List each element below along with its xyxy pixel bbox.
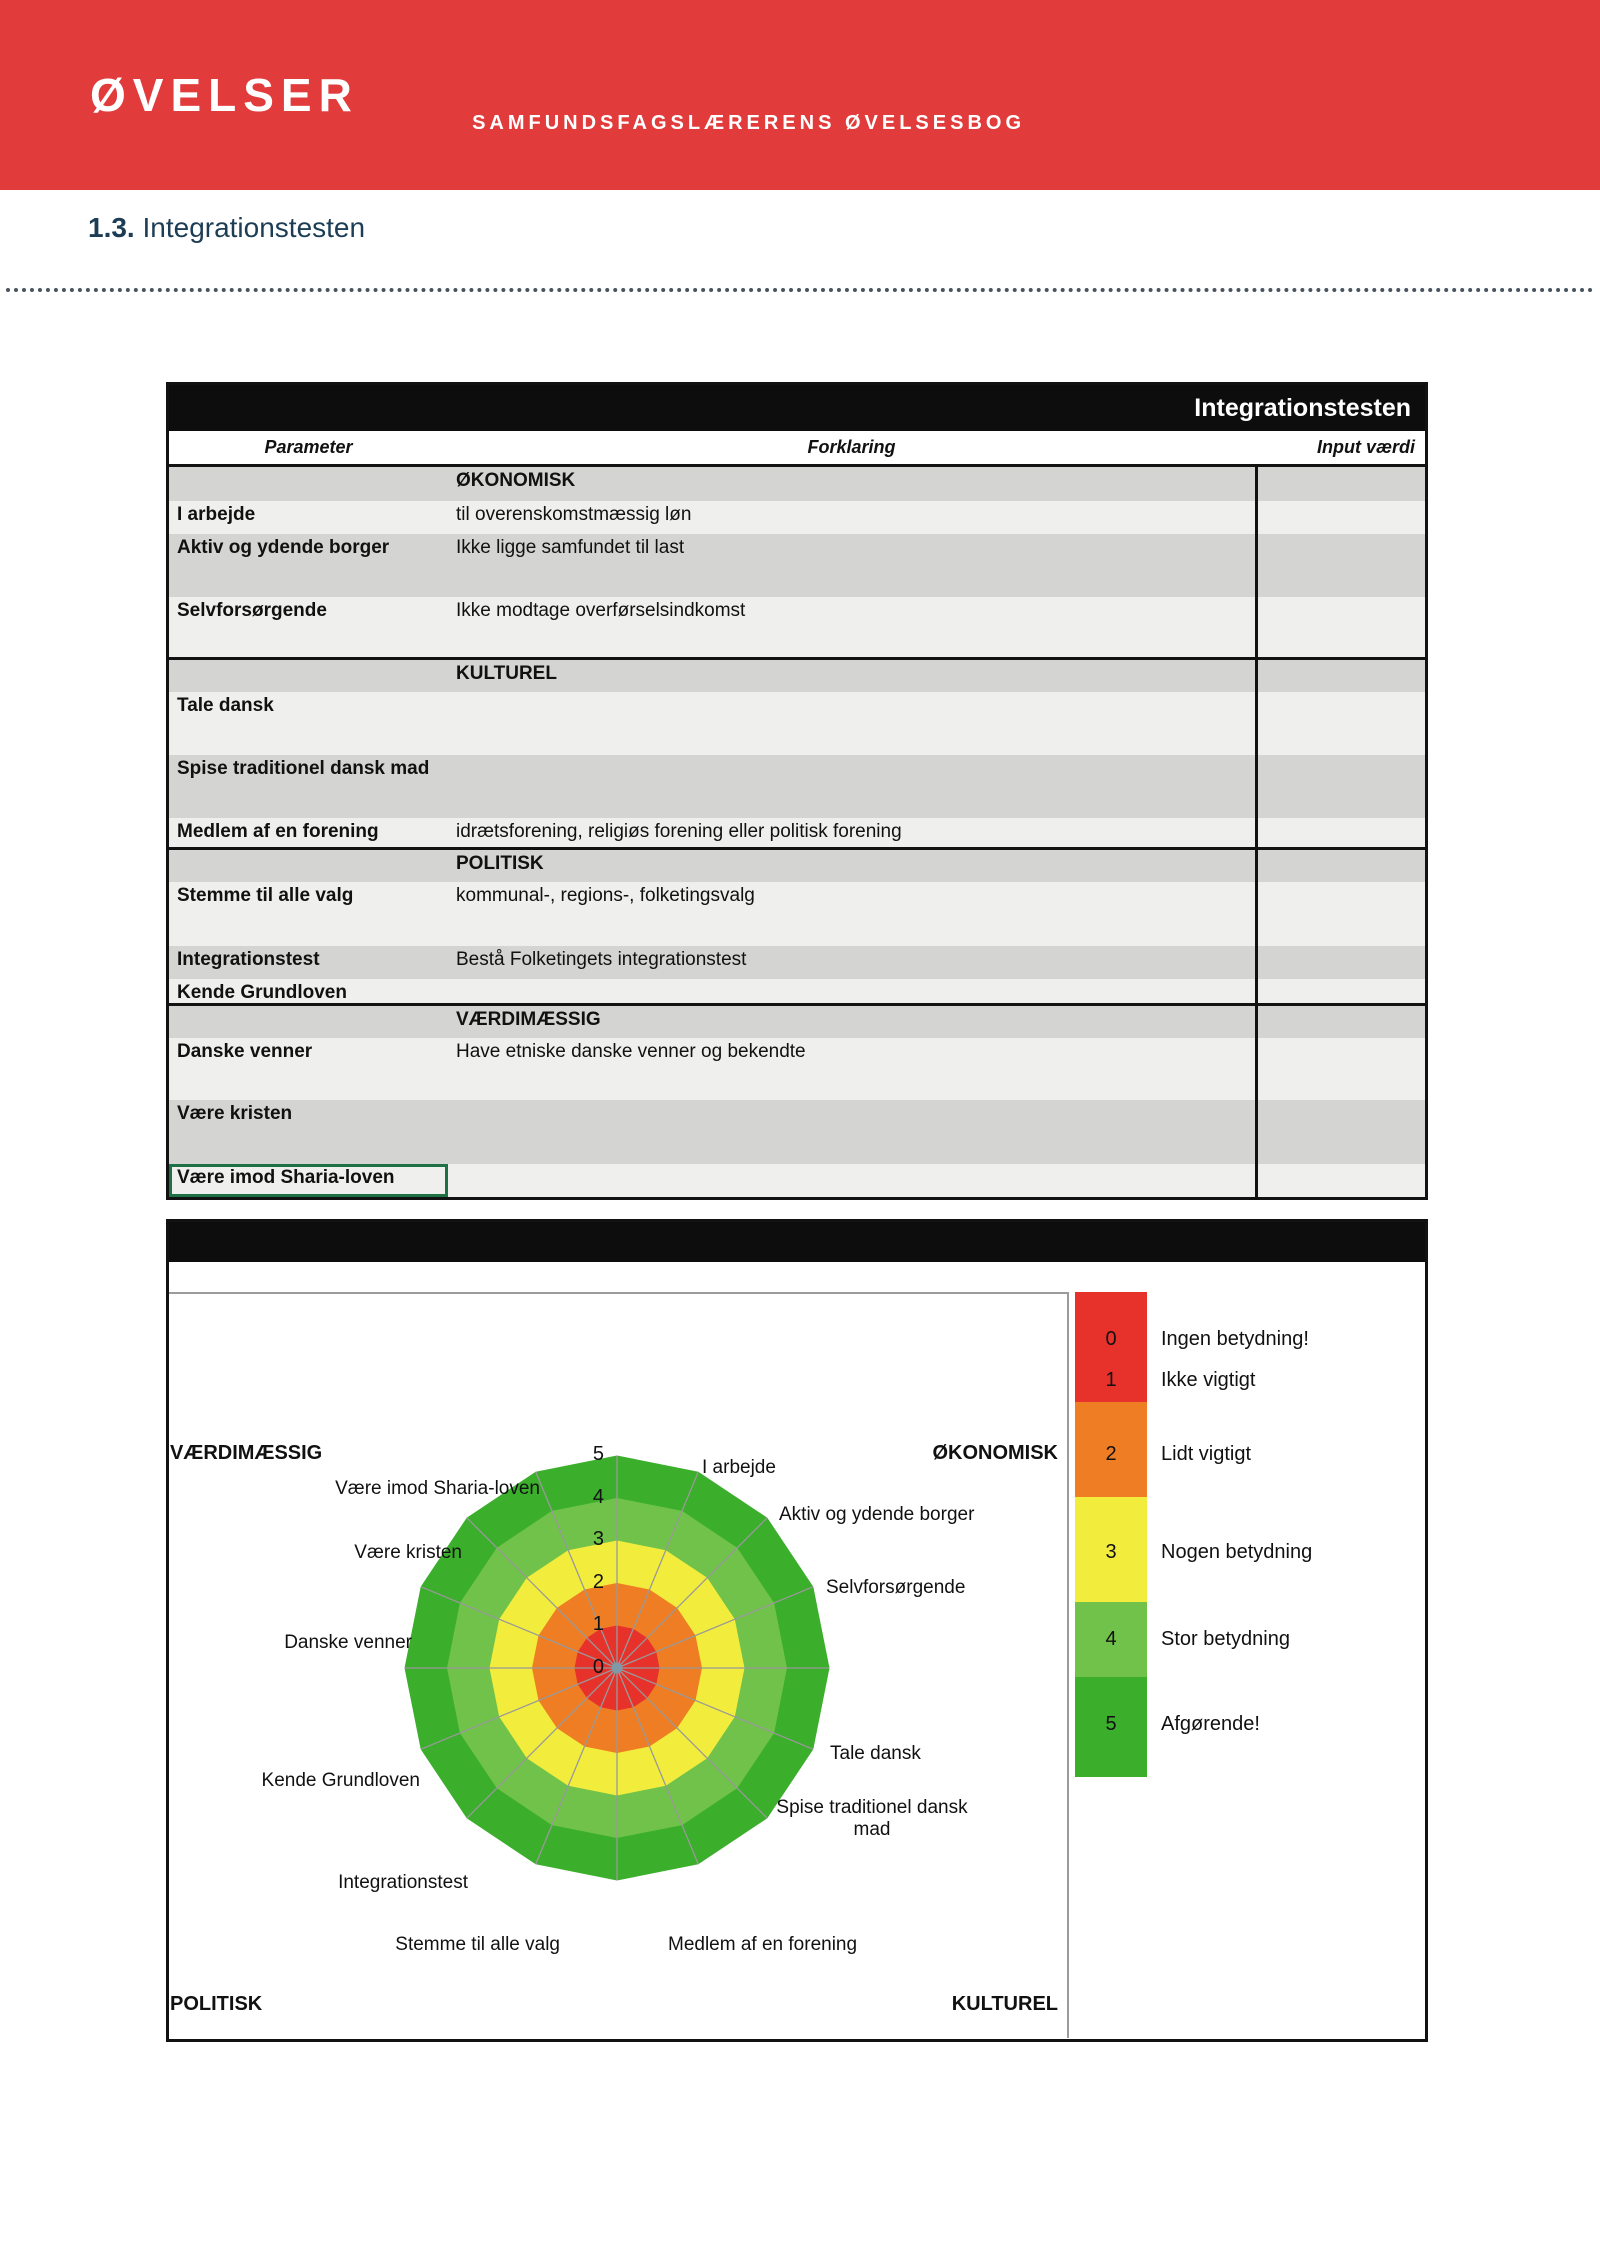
spoke-label: Være imod Sharia-loven xyxy=(335,1478,540,1499)
group-label: VÆRDIMÆSSIG xyxy=(456,1009,601,1030)
exercises-title: ØVELSER xyxy=(90,69,359,121)
legend-value: 2 xyxy=(1105,1443,1117,1465)
table-row xyxy=(169,1164,1425,1197)
integration-table xyxy=(166,382,1428,1200)
spoke-label: Tale dansk xyxy=(830,1743,921,1764)
table-row xyxy=(169,534,1425,597)
explanation-cell: Have etniske danske venner og bekendte xyxy=(456,1041,806,1062)
col-header-parameter: Parameter xyxy=(264,437,353,457)
axis-tick: 3 xyxy=(592,1528,604,1550)
spoke-label: Selvforsørgende xyxy=(826,1577,966,1598)
explanation-cell xyxy=(448,692,1255,755)
table-row xyxy=(169,1100,1425,1164)
book-title: SAMFUNDSFAGSLÆRERENS ØVELSESBOG xyxy=(472,112,1025,134)
table-row xyxy=(169,1038,1425,1100)
spoke-label: Stemme til alle valg xyxy=(395,1934,560,1955)
radar-center-dot xyxy=(612,1663,623,1674)
plot-area-right-border xyxy=(1067,1292,1069,2038)
quadrant-label-kulturel: KULTUREL xyxy=(951,1993,1058,2015)
explanation-cell: Ikke modtage overførselsindkomst xyxy=(456,600,746,621)
spoke-label: Danske venner xyxy=(284,1632,412,1653)
quadrant-label-politisk: POLITISK xyxy=(170,1993,263,2015)
input-cell[interactable] xyxy=(1255,755,1425,818)
quadrant-label-okonomisk: ØKONOMISK xyxy=(932,1442,1058,1464)
explanation-cell: kommunal-, regions-, folketingsvalg xyxy=(456,885,755,906)
radar-chart xyxy=(166,1293,1067,2042)
col-header-explanation: Forklaring xyxy=(807,437,896,457)
table-title: Integrationstesten xyxy=(1194,393,1411,422)
axis-tick: 0 xyxy=(592,1656,604,1678)
explanation-cell: Ikke ligge samfundet til last xyxy=(456,537,685,558)
table-header-row xyxy=(169,431,1425,467)
section-name: Integrationstesten xyxy=(142,212,366,243)
input-cell[interactable] xyxy=(1255,1164,1425,1197)
input-cell[interactable] xyxy=(1255,501,1425,534)
input-cell[interactable] xyxy=(1255,467,1425,501)
explanation-cell: idrætsforening, religiøs forening eller politisk forening xyxy=(456,821,902,842)
input-cell[interactable] xyxy=(1255,660,1425,692)
input-cell[interactable] xyxy=(1255,1006,1425,1038)
explanation-cell xyxy=(448,755,1255,818)
parameter-cell: Stemme til alle valg xyxy=(177,885,354,906)
dotted-divider xyxy=(6,288,1594,292)
spoke-label: Spise traditionel dansk mad xyxy=(776,1797,968,1840)
input-cell[interactable] xyxy=(1255,946,1425,979)
input-cell[interactable] xyxy=(1255,692,1425,755)
legend-label: Stor betydning xyxy=(1161,1628,1290,1650)
section-title xyxy=(88,212,365,244)
axis-tick: 2 xyxy=(592,1571,604,1593)
selected-parameter-cell[interactable]: Være imod Sharia-loven xyxy=(169,1164,448,1197)
table-row xyxy=(169,501,1425,534)
input-cell[interactable] xyxy=(1255,1038,1425,1100)
spoke-label: Kende Grundloven xyxy=(261,1770,420,1791)
group-label: KULTUREL xyxy=(456,663,557,684)
explanation-cell: Bestå Folketingets integrationstest xyxy=(456,949,747,970)
explanation-cell: til overenskomstmæssig løn xyxy=(456,504,692,525)
input-cell[interactable] xyxy=(1255,1100,1425,1164)
parameter-cell: Spise traditionel dansk mad xyxy=(177,758,430,779)
input-cell[interactable] xyxy=(1255,850,1425,882)
parameter-cell: Tale dansk xyxy=(177,695,274,716)
table-row xyxy=(169,755,1425,818)
input-cell[interactable] xyxy=(1255,597,1425,657)
table-title-bar xyxy=(169,385,1425,431)
explanation-cell xyxy=(448,1164,1255,1197)
input-cell[interactable] xyxy=(1255,818,1425,847)
legend-label: Afgørende! xyxy=(1161,1713,1260,1735)
table-row xyxy=(169,692,1425,755)
legend-label: Ingen betydning! xyxy=(1161,1328,1309,1350)
legend-label: Nogen betydning xyxy=(1161,1541,1313,1563)
parameter-cell: Være kristen xyxy=(177,1103,293,1124)
table-row xyxy=(169,946,1425,979)
parameter-cell: Danske venner xyxy=(177,1041,313,1062)
spoke-label: Medlem af en forening xyxy=(668,1934,858,1955)
parameter-cell: Aktiv og ydende borger xyxy=(177,537,390,558)
col-header-input: Input værdi xyxy=(1317,437,1415,457)
group-label: POLITISK xyxy=(456,853,544,874)
group-label: ØKONOMISK xyxy=(456,470,576,491)
legend-value: 5 xyxy=(1105,1713,1117,1735)
spoke-label: Være kristen xyxy=(354,1542,462,1563)
parameter-cell: Selvforsørgende xyxy=(177,600,327,621)
legend-value: 0 xyxy=(1105,1328,1117,1350)
table-row-group xyxy=(169,850,1425,882)
legend-value: 4 xyxy=(1105,1628,1117,1650)
table-row xyxy=(169,818,1425,850)
parameter-cell: Integrationstest xyxy=(177,949,320,970)
axis-tick: 4 xyxy=(592,1486,604,1508)
table-row-group xyxy=(169,660,1425,692)
spoke-label: Integrationstest xyxy=(338,1872,468,1893)
table-row xyxy=(169,882,1425,946)
input-cell[interactable] xyxy=(1255,882,1425,946)
table-row xyxy=(169,979,1425,1006)
legend-label: Ikke vigtigt xyxy=(1161,1369,1256,1391)
explanation-cell xyxy=(448,979,1255,1003)
axis-tick: 1 xyxy=(592,1613,604,1635)
input-cell[interactable] xyxy=(1255,534,1425,597)
legend-value: 3 xyxy=(1105,1541,1117,1563)
parameter-cell: Medlem af en forening xyxy=(177,821,379,842)
explanation-cell xyxy=(448,1100,1255,1164)
input-cell[interactable] xyxy=(1255,979,1425,1003)
header-banner xyxy=(0,0,1600,190)
table-row-group xyxy=(169,1006,1425,1038)
legend-label: Lidt vigtigt xyxy=(1161,1443,1252,1465)
legend-value: 1 xyxy=(1105,1369,1117,1391)
spoke-label: I arbejde xyxy=(702,1457,776,1478)
quadrant-label-vaerdimaessig: VÆRDIMÆSSIG xyxy=(170,1442,323,1464)
spoke-label: Aktiv og ydende borger xyxy=(779,1504,975,1525)
section-number: 1.3. xyxy=(88,212,135,243)
parameter-cell: Kende Grundloven xyxy=(177,982,347,1003)
chart-title-bar xyxy=(169,1222,1425,1262)
table-row-group xyxy=(169,467,1425,501)
table-row xyxy=(169,597,1425,660)
axis-tick: 5 xyxy=(592,1443,604,1465)
parameter-cell: I arbejde xyxy=(177,504,256,525)
